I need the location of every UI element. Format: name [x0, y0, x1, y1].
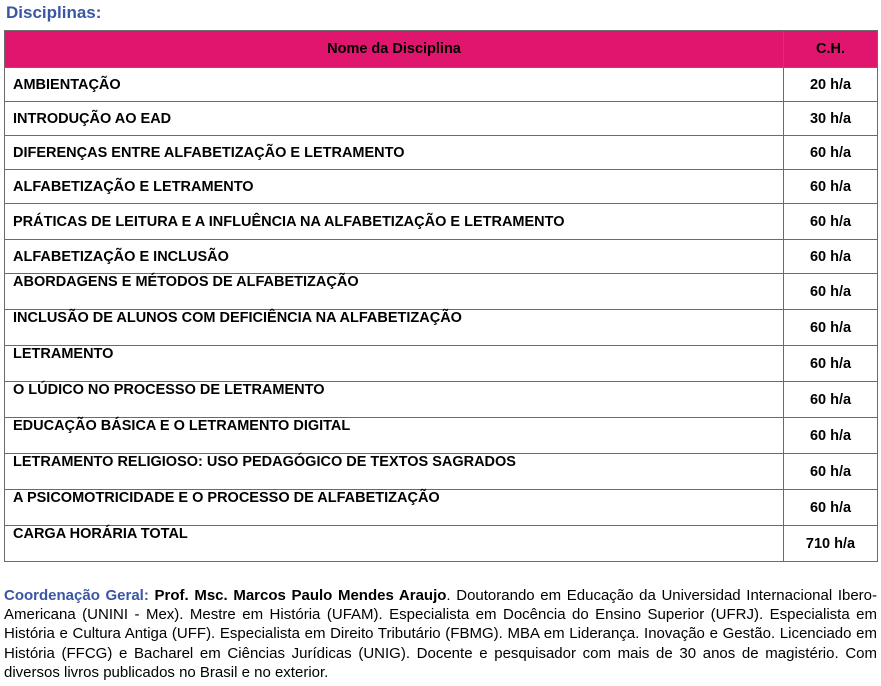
header-discipline-name: Nome da Disciplina	[5, 31, 784, 68]
discipline-workload: 60 h/a	[784, 310, 878, 346]
discipline-name: EDUCAÇÃO BÁSICA E O LETRAMENTO DIGITAL	[5, 418, 784, 454]
table-row	[5, 274, 878, 310]
table-header-row	[5, 31, 878, 68]
discipline-workload: 30 h/a	[784, 102, 878, 136]
table-row	[5, 310, 878, 346]
discipline-name: ALFABETIZAÇÃO E LETRAMENTO	[5, 170, 784, 204]
discipline-name: LETRAMENTO	[5, 346, 784, 382]
disciplines-table	[4, 30, 878, 562]
table-row	[5, 490, 878, 526]
discipline-workload: 60 h/a	[784, 204, 878, 240]
discipline-name: PRÁTICAS DE LEITURA E A INFLUÊNCIA NA ALFABETIZAÇÃO E LETRAMENTO	[5, 204, 784, 240]
discipline-workload: 60 h/a	[784, 454, 878, 490]
total-row	[5, 526, 878, 562]
page-title: Disciplinas:	[6, 3, 102, 22]
table-row	[5, 204, 878, 240]
discipline-workload: 60 h/a	[784, 490, 878, 526]
discipline-workload: 60 h/a	[784, 418, 878, 454]
total-workload: 710 h/a	[784, 526, 878, 562]
discipline-workload: 60 h/a	[784, 382, 878, 418]
table-row	[5, 102, 878, 136]
table-row	[5, 346, 878, 382]
discipline-workload: 60 h/a	[784, 170, 878, 204]
discipline-workload: 60 h/a	[784, 136, 878, 170]
discipline-name: A PSICOMOTRICIDADE E O PROCESSO DE ALFABETIZAÇÃO	[5, 490, 784, 526]
discipline-name: LETRAMENTO RELIGIOSO: USO PEDAGÓGICO DE TEXTOS SAGRADOS	[5, 454, 784, 490]
total-label: CARGA HORÁRIA TOTAL	[5, 526, 784, 562]
table-row	[5, 382, 878, 418]
header-workload: C.H.	[784, 31, 878, 68]
discipline-workload: 60 h/a	[784, 274, 878, 310]
discipline-workload: 20 h/a	[784, 68, 878, 102]
discipline-workload: 60 h/a	[784, 240, 878, 274]
table-row	[5, 136, 878, 170]
discipline-name: INCLUSÃO DE ALUNOS COM DEFICIÊNCIA NA ALFABETIZAÇÃO	[5, 310, 784, 346]
table-row	[5, 418, 878, 454]
discipline-name: ABORDAGENS E MÉTODOS DE ALFABETIZAÇÃO	[5, 274, 784, 310]
table-row	[5, 454, 878, 490]
table-row	[5, 170, 878, 204]
discipline-name: INTRODUÇÃO AO EAD	[5, 102, 784, 136]
discipline-name: ALFABETIZAÇÃO E INCLUSÃO	[5, 240, 784, 274]
table-row	[5, 240, 878, 274]
discipline-name: AMBIENTAÇÃO	[5, 68, 784, 102]
table-row	[5, 68, 878, 102]
coordinator-name: Prof. Msc. Marcos Paulo Mendes Araujo	[154, 587, 447, 604]
discipline-name: DIFERENÇAS ENTRE ALFABETIZAÇÃO E LETRAMENTO	[5, 136, 784, 170]
discipline-workload: 60 h/a	[784, 346, 878, 382]
coordinator-bio: . Doutorando em Educação da Universidad Internacional Ibero-Americana (UNINI - Mex). Mestre em História (UFAM). Especialista em Docência do Ensino Superior (UFRJ). Especialista em História e Cultura Antiga (UFF). Especialista em Direito Tributário (FBMG). MBA em Liderança. Inovação e Gestão. Licenciado em História (FFCG) e Bacharel em Ciências Jurídicas (UNIG). Docente e pesquisador com mais de 30 anos de magistério. Com diversos livros publicados no Brasil e no exterior.	[4, 587, 878, 681]
coordination-paragraph	[4, 586, 877, 682]
discipline-name: O LÚDICO NO PROCESSO DE LETRAMENTO	[5, 382, 784, 418]
coordination-label: Coordenação Geral:	[4, 587, 149, 604]
